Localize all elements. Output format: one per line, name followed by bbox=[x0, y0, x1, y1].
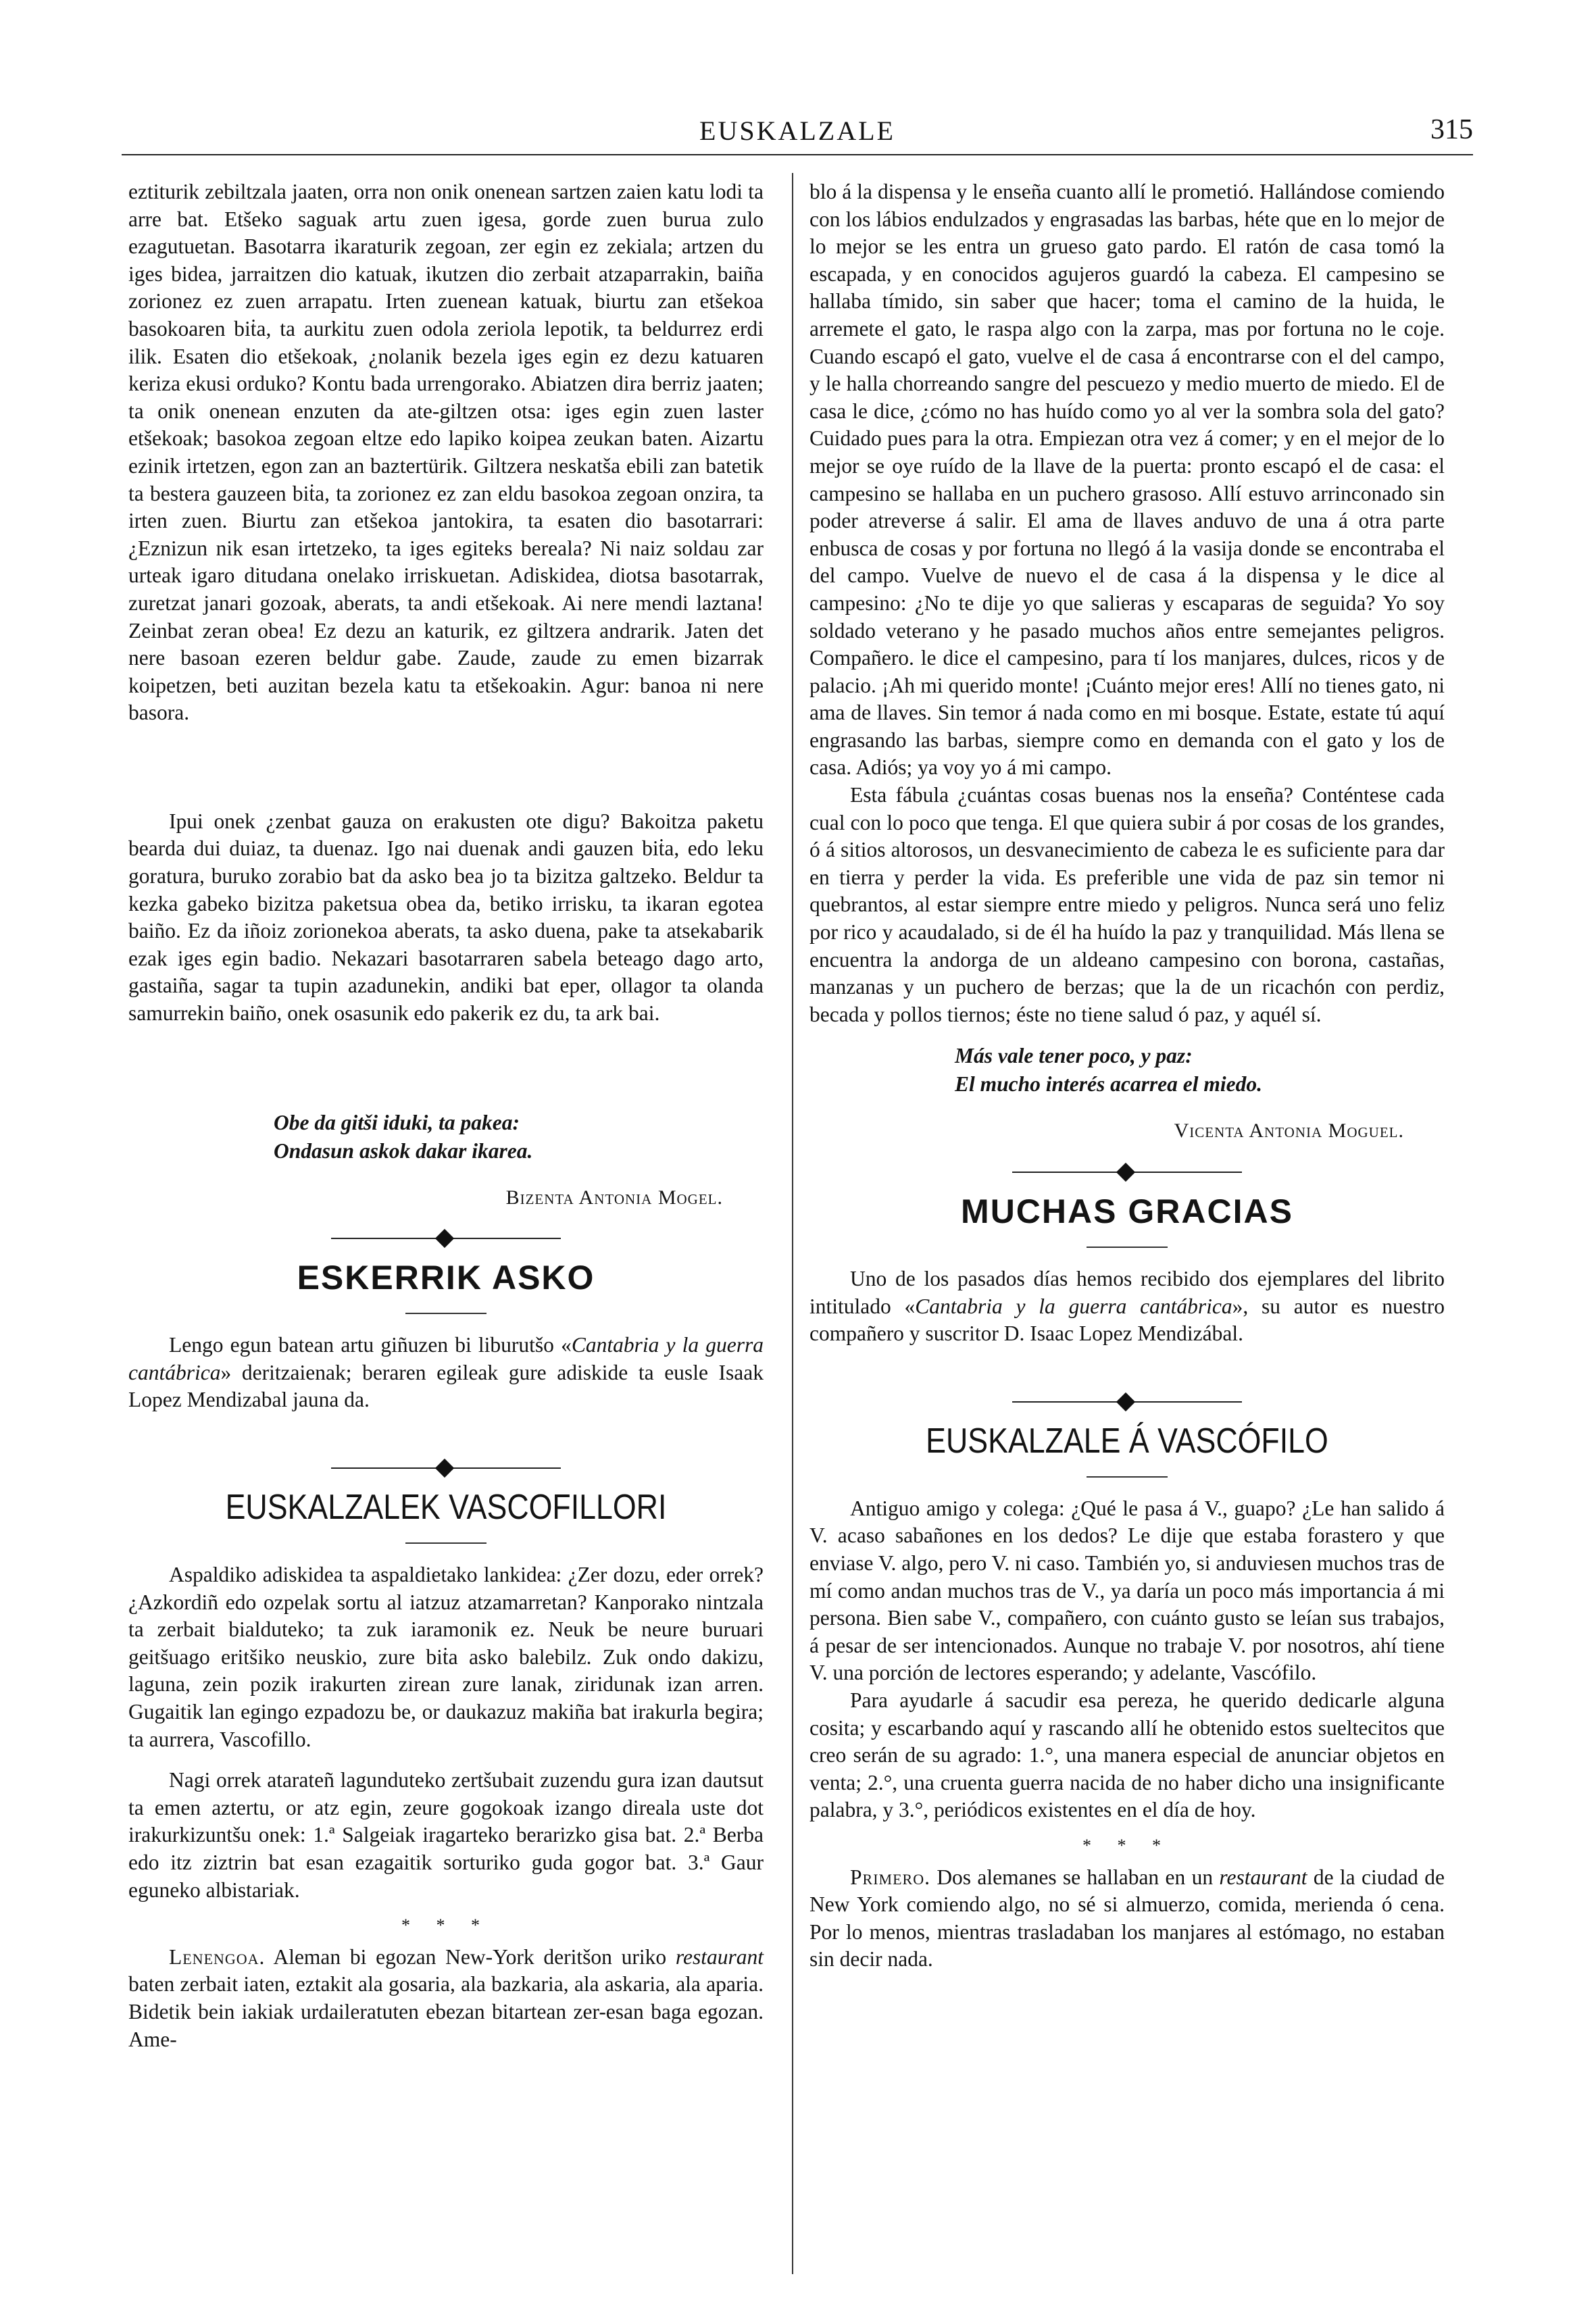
ornament-divider bbox=[128, 1229, 764, 1248]
book-title: Cantabria y la guerra cantábrica bbox=[915, 1294, 1232, 1318]
story-paragraph: blo á la dispensa y le enseña cuanto allí le prometió. Hallándose comiendo con los lábios endulzados y engrasadas las barbas, héte que en lo mejor de lo mejor se les entra un grueso gato pardo. El ratón de casa tomó la escapada, y en conocidos agujeros guardó la cabeza. El campesino se hallaba tímido, sin saber que hacer; toma el camino de la huida, le arremete el gato, le raspa algo con la zarpa, mas por fortuna no le coje. Cuando escapó el gato, vuelve el de casa á encontrarse con el del campo, y le halla chorreando sangre del pescuezo y medio muerto de miedo. El de casa le dice, ¿cómo no has huído como yo al ver la sombra sola del gato? Cuidado pues para la otra. Empiezan otra vez á comer; y en el mejor de lo mejor se oye ruído de la llave de la puerta: pronto escapó el de casa: el campesino se hallaba en un puchero grasoso. Allí estuvo arrinconado sin poder atreverse á salir. El ama de llaves anduvo de una á otra parte enbusca de cosas y por fortuna no llegó á la vasija donde se encontraba el del campo. Vuelve de nuevo el de casa á la dispensa y le dice al campesino: ¿No te dije yo que salieras y escaparas de seguida? Yo soy soldado veterano y he pasado muchos años entre semejantes peligros. Compañero. le dice el campesino, para tí los manjares, dulces, ricos y de palacio. ¡Ah mi querido monte! ¡Cuánto mejor eres! Allí no tienes gato, ni ama de llaves. Sin temor á nada como en mi bosque. Estate, estate tú aquí engrasando las barbas, siempre como en demanda con el gato y los de casa. Adiós; ya voy yo á mi campo. bbox=[809, 180, 1445, 780]
column-divider bbox=[792, 173, 793, 2274]
diamond-icon bbox=[435, 1229, 454, 1248]
author-signature: Vicenta Antonia Moguel. bbox=[1174, 1120, 1404, 1142]
header-rule bbox=[122, 154, 1473, 155]
short-rule bbox=[405, 1542, 487, 1544]
running-title: EUSKALZALE bbox=[699, 116, 895, 146]
anecdote-paragraph: Lenengoa. Aleman bi egozan New-York deritšon uriko restaurant baten zerbait iaten, eztakit ala gosaria, ala bazkaria, ala askaria, ala aparia. Bidetik bein iakiak urdaileratuten ebezan bitartean zer-esan baga egozan. Ame- bbox=[128, 1944, 764, 2051]
anecdote-label: Primero. bbox=[850, 1865, 930, 1889]
thanks-paragraph: Lengo egun batean artu giñuzen bi liburutšo «Cantabria y la guerra cantábrica» deritzaienak; beraren egileak gure adiskide ta eusle Isaak Lopez Mendizabal jauna da. bbox=[128, 1333, 764, 1412]
short-rule bbox=[1087, 1476, 1168, 1478]
verse-line: Ondasun askok dakar ikarea. bbox=[274, 1138, 533, 1163]
anecdote-paragraph: Primero. Dos alemanes se hallaban en un restaurant de la ciudad de New York comiendo algo, no sé si almuerzo, comida, merienda ó cena. Por lo menos, mientras trasladaban los manjares al estómago, no estaban sin decir nada. bbox=[809, 1865, 1445, 1971]
page-number: 315 bbox=[1430, 114, 1473, 145]
moral-paragraph: Ipui onek ¿zenbat gauza on erakusten ote digu? Bakoitza paketu bearda dui duiaz, ta duenaz. Igo nai duenak andi gauzen biṫa, edo leku goratura, buruko zorabio bat da asko bea jo ta bizitza galtzeko. Beldur ta kezka gabeko bizitza paketsua obea da, betiko irrisku, ta ikaran egotea baiño. Ez da iñoiz zorionekoa aberats, ta asko duena, pake ta atsekabarik ezak iges egin badio. Nekazari basotarraren sabela beteago dago arto, gastaiña, sagar ta tupin azadunekin, andiki bat eper, ollagor ta olanda samurrekin baiño, onek osasunik edo pakerik ez du, ta ark bai. bbox=[128, 809, 764, 1026]
letter-paragraph: Nagi orrek atarateñ lagunduteko zertšubait zuzendu gura izan dautsut ta emen aztertu, or atz egin, zeure gogokoak izango direala uste dot irakurkizuntšu onek: 1.ª Salgeiak iragarteko berarizko gisa bat. 2.ª Berba edo itz ziztrin bat esan ezagaitik sorturiko guda gogor bat. 3.ª Gaur eguneko albistariak. bbox=[128, 1768, 764, 1902]
right-column-spanish bbox=[809, 178, 1445, 1973]
letter-paragraph: Antiguo amigo y colega: ¿Qué le pasa á V., guapo? ¿Le han salido á V. acaso sabañones en los dedos? Le dije que estaba forastero y que enviase V. algo, pero V. ni caso. También yo, si anduviesen muchos tras de mí como andan muchos tras de V., ya daría un poco más importancia á mi persona. Bien sabe V., compañero, con cuánto gusto se leían sus trabajos, á pesar de ser intencionados. Aunque no trabaje V. por nosotros, ahí tiene V. una porción de lectores esperando; y adelante, Vascófilo. bbox=[809, 1496, 1445, 1685]
thanks-paragraph: Uno de los pasados días hemos recibido dos ejemplares del librito intitulado «Cantabria y la guerra cantábrica», su autor es nuestro compañero y suscritor D. Isaac Lopez Mendizábal. bbox=[809, 1267, 1445, 1346]
verse-line: El mucho interés acarrea el miedo. bbox=[955, 1072, 1262, 1097]
author-signature: Bizenta Antonia Mogel. bbox=[505, 1186, 723, 1209]
proverb-verse bbox=[128, 1109, 764, 1165]
story-paragraph: eztiturik zebiltzala jaaten, orra non onik onenean sartzen zaien katu lodi ta arre bat. Etšeko saguak artu zuen igesa, gorde zuen burua zulo ezagutuetan. Basotarra ikaraturik zegoan, zer egin ez zekiala; artzen du iges bidea, jarraitzen dio katuak, ikutzen dio zerbait atzaparrakin, baiña zorionez ez zuen arrapatu. Irten zuenean katuak, biurtu zan etšekoa basokoaren biṫa, ta aurkitu zuen odola zeriola lepotik, ta beldurrez erdi ilik. Esaten dio etšekoak, ¿nolanik bezela iges egin ez dezu katuaren keriza ekusi orduko? Kontu bada urrengorako. Abiatzen dira berriz jaaten; ta onik onenean enzuten da ate-giltzen otsa: iges egin zuen laster etšekoak; basokoa zegoan eltze edo lapiko koipea zeukan baten. Aizartu ezinik irtetzen, egon zan an baztertürik. Giltzera neskatša ebili zan batetik ta bestera gauzeen biṫa, ta zorionez ez zan eldu basokoa zegoan onzira, ta irten zuen. Biurtu zan etšekoa jantokira, ta esaten dio basotarrari: ¿Eznizun nik esan irtetzeko, ta iges egiteks bereala? Ni naiz soldau zar urteak igaro ditudana onelako irriskuetan. Adiskidea, diotsa basotarrak, zuretzat janari gozoak, aberats, ta andi etšekoak. Ai nere mendi laztana! Zeinbat zeran obea! Ez dezu an katurik, ez giltzera andrarik. Jaten det nere basoan ezeren beldur gabe. Zaude, zaude zu emen bizarrak koipetzen, beti auzitan bezela katu ta etšekoakin. Agur: banoa ni nere basora. bbox=[128, 180, 764, 725]
section-stars: * * * bbox=[401, 1915, 491, 1936]
book-title: Cantabria y la guerra cantábrica bbox=[128, 1333, 764, 1384]
verse-line: Más vale tener poco, y paz: bbox=[955, 1044, 1193, 1068]
moral-paragraph: Esta fábula ¿cuántas cosas buenas nos la enseña? Conténtese cada cual con lo poco que tenga. El que quiera subir á por cosas de los grandes, ó á sitios altorosos, un desvanecimiento de cabeza le es suficiente para dar en tierra y perder la vida. Es preferible une vida de paz sin temor ni quebrantos, al estar siempre entre miedo y peligros. Nunca será uno feliz por rico y acaudalado, si de él ha huído la paz y tranquilidad. Más llena se encuentra la andorga de un aldeano campesino con borona, castañas, manzanas y un puchero de berzas; que la de un ricachón con perdiz, becada y pollos tiernos; éste no tiene salud ó paz, y aquél sí. bbox=[809, 783, 1445, 1026]
verse-line: Obe da gitši iduki, ta pakea: bbox=[274, 1110, 520, 1134]
ornament-divider bbox=[809, 1392, 1445, 1411]
section-heading: EUSKALZALEK VASCOFILLORI bbox=[225, 1488, 667, 1527]
short-rule bbox=[1087, 1247, 1168, 1248]
diamond-icon bbox=[435, 1459, 454, 1478]
ornament-divider bbox=[128, 1459, 764, 1478]
left-column-basque bbox=[128, 178, 764, 2053]
ornament-divider bbox=[809, 1163, 1445, 1182]
section-heading: ESKERRIK ASKO bbox=[297, 1259, 595, 1297]
section-heading: EUSKALZALE Á VASCÓFILO bbox=[926, 1421, 1328, 1461]
section-stars: * * * bbox=[1082, 1835, 1172, 1855]
letter-paragraph: Aspaldiko adiskidea ta aspaldietako lankidea: ¿Zer dozu, eder orrek? ¿Azkordiñ edo ozpelak sortu al iatzuz atzamarretan? Kanporako nintzala ta zerbait bialduteko; ta zuk iaramonik ez. Neuk be neure buruari geitšuago eritšiko neuskio, zure biṫa asko balebilz. Zuk ondo dakizu, laguna, zein pozik irakurten zirean zure lanak, ziridunak izan arren. Gugaitik lan egingo ezpadozu be, or daukazuz makiña bat irakurla begira; ta aurrera, Vascofillo. bbox=[128, 1563, 764, 1751]
letter-paragraph: Para ayudarle á sacudir esa pereza, he querido dedicarle alguna cosita; y escarbando aquí y rascando allí he obtenido estos sueltecitos que creo serán de su agrado: 1.°, una manera especial de anunciar objetos en venta; 2.°, una cruenta guerra nacida de no haber dicho una insignificante palabra, y 3.°, periódicos existentes en el día de hoy. bbox=[809, 1688, 1445, 1822]
anecdote-label: Lenengoa. bbox=[169, 1944, 266, 1969]
section-heading: MUCHAS GRACIAS bbox=[961, 1192, 1293, 1230]
diamond-icon bbox=[1116, 1163, 1135, 1182]
short-rule bbox=[405, 1313, 487, 1314]
diamond-icon bbox=[1116, 1392, 1135, 1411]
proverb-verse bbox=[809, 1042, 1445, 1099]
